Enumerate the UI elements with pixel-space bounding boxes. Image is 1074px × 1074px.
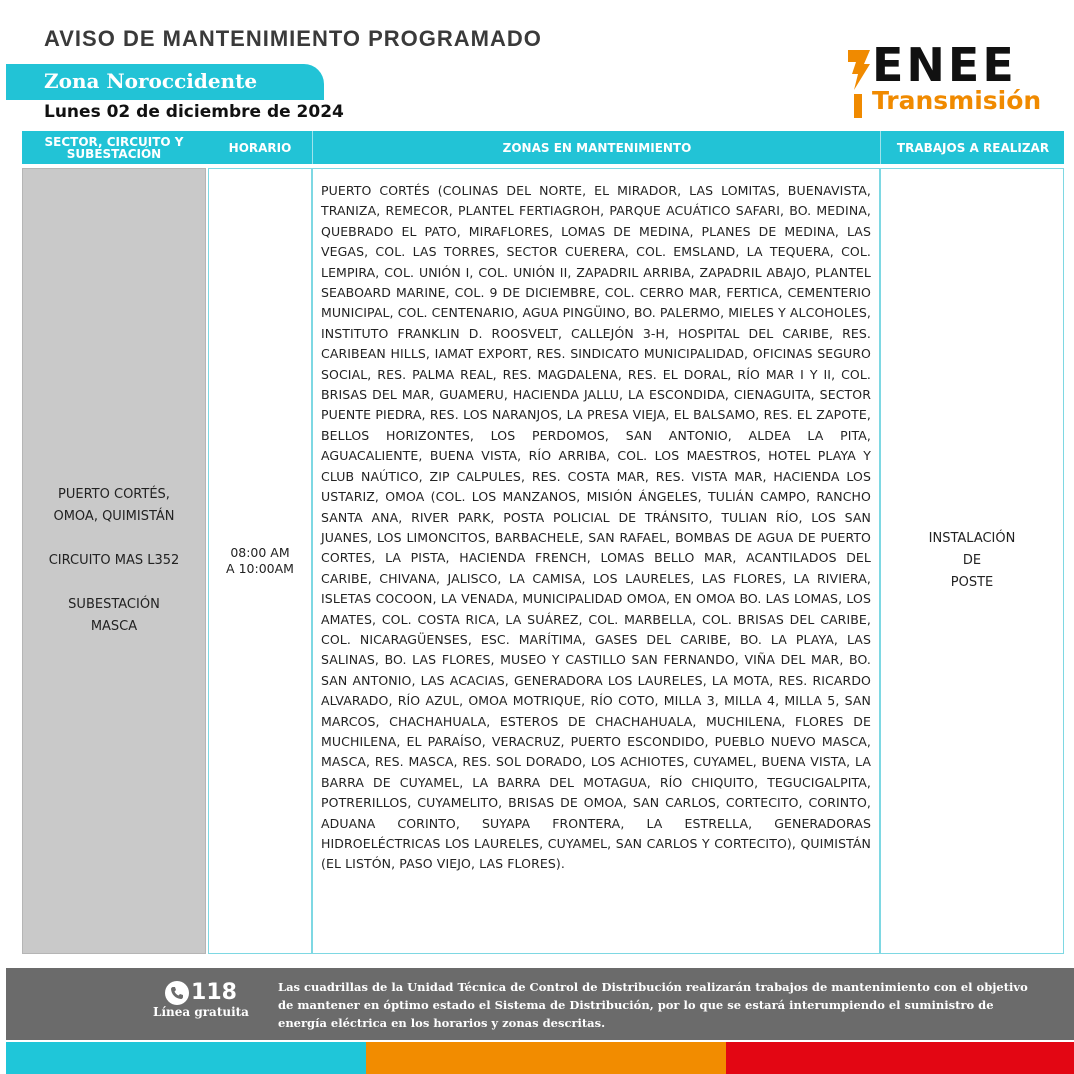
zones-list: PUERTO CORTÉS (COLINAS DEL NORTE, EL MIRADOR, LAS LOMITAS, BUENAVISTA, TRANIZA, REMECOR, PLANTEL FERTIAGROH, PARQUE ACUÁTICO SAFARI, BO. MEDINA, QUEBRADO EL PATO, MIRAFLORES, LOMAS DE MEDINA, PLANES DE MEDINA, LAS VEGAS, COL. LAS TORRES, SECTOR CUERERA, COL. EMSLAND, LA TEQUERA, COL. LEMPIRA, COL. UNIÓN I, COL. UNIÓN II, ZAPADRIL ARRIBA, ZAPADRIL ABAJO, PLANTEL SEABOARD MARINE, COL. 9 DE DICIEMBRE, COL. CERRO MAR, FERTICA, CEMENTERIO MUNICIPAL, COL. CENTENARIO, AGUA PINGÜINO, BO. PALERMO, MIELES Y ALCOHOLES, INSTITUTO FRANKLIN D. ROOSVELT, CALLEJÓN 3-H, HOSPITAL DEL CARIBE, RES. CARIBEAN HILLS, IAMAT EXPORT, RES. SINDICATO MUNICIPALIDAD, OFICINAS SEGURO SOCIAL, RES. PALMA REAL, RES. MAGDALENA, RES. EL DORAL, RÍO MAR I Y II, COL. BRISAS DEL MAR, GUAMERU, HACIENDA JALLU, LA ESCONDIDA, CIENAGUITA, SECTOR PUENTE PIEDRA, RES. LOS NARANJOS, LA PRESA VIEJA, EL BALSAMO, RES. EL ZAPOTE, BELLOS HORIZONTES, LOS PERDOMOS, SAN ANTONIO, ALDEA LA PITA, AGUACALIENTE, BUENA VISTA, RÍO ARRIBA, COL. LOS MAESTROS, HOTEL PLAYA Y CLUB NAÚTICO, ZIP CALPULES, RES. COSTA MAR, RES. VISTA MAR, HACIENDA LOS USTARIZ, OMOA (COL. LOS MANZANOS, MISIÓN ÁNGELES, TULIÁN CAMPO, RANCHO SANTA ANA, RIVER PARK, POSTA POLICIAL DE TRÁNSITO, TULIAN RÍO, LOS SAN JUANES, LOS LIMONCITOS, BARBACHELE, SAN RAFAEL, BOMBAS DE AGUA DE PUERTO CORTES, LA PISTA, HACIENDA FRENCH, LOMAS BELLO MAR, ACANTILADOS DEL CARIBE, CHIVANA, JALISCO, LA CAMISA, LOS LAURELES, LAS FLORES, LA RIVIERA, ISLETAS COCOON, LA VENADA, MUNICIPALIDAD OMOA, EN OMOA BO. LAS LOMAS, LOS AMATES, COL. COSTA RICA, LA SUÁREZ, COL. MARBELLA, COL. BRISAS DEL CARIBE, COL. NICARAGÜENSES, ESC. MARÍTIMA, GASES DEL CARIBE, BO. LA PLAYA, LAS SALINAS, BO. LAS FLORES, MUSEO Y CASTILLO SAN FERNANDO, VIÑA DEL MAR, BO. SAN ANTONIO, LAS ACACIAS, GENERADORA LOS LAURELES, LA MOTA, RES. RICARDO ALVARADO, RÍO AZUL, OMOA MOTRIQUE, RÍO COTO, MILLA 3, MILLA 4, MILLA 5, SAN MARCOS, CHACHAHUALA, ESTEROS DE CHACHAHUALA, MUCHILENA, FLORES DE MUCHILENA, EL PARAÍSO, VERACRUZ, PUERTO ESCONDIDO, PUEBLO NUEVO MASCA, MASCA, RES. MASCA, RES. SOL DORADO, LOS ACHIOTES, CUYAMEL, BUENA VISTA, LA BARRA DE CUYAMEL, LA BARRA DEL MOTAGUA, RÍO CHIQUITO, TEGUCIGALPITA, POTRERILLOS, CUYAMELITO, BRISAS DE OMOA, SAN CARLOS, CORTECITO, CORINTO, ADUANA CORINTO, SUYAPA FRONTERA, LA ESTRELLA, GENERADORAS HIDROELÉCTRICAS LOS LAURELES, CUYAMEL, SAN CARLOS Y CORTECITO), QUIMISTÁN (EL LISTÓN, PASO VIEJO, LAS FLORES). (321, 183, 871, 872)
hotline-number: 118 (191, 980, 237, 1005)
table-header (22, 131, 1064, 164)
zones-cell (312, 168, 880, 954)
header-zones: ZONAS EN MANTENIMIENTO (312, 131, 881, 164)
work-line-2: DE (962, 553, 982, 568)
header-sector: SECTOR, CIRCUITO Y SUBESTACIÓN (44, 134, 184, 161)
logo-name: ENEE (872, 38, 1017, 92)
time-start: 08:00 AM (230, 545, 290, 560)
sector-line-1: PUERTO CORTÉS, (58, 487, 170, 502)
sector-line-2: OMOA, QUIMISTÁN (53, 509, 175, 524)
schedule-cell (208, 168, 312, 954)
work-line-3: POSTE (950, 575, 994, 590)
hotline-label: Línea gratuita (153, 1005, 249, 1019)
header-work: TRABAJOS A REALIZAR (880, 131, 1065, 164)
zone-label: Zona Noroccidente (44, 69, 258, 93)
work-cell (880, 168, 1064, 954)
logo-subtitle: Transmisión (872, 86, 1042, 115)
work-line-1: INSTALACIÓN (928, 531, 1016, 546)
enee-logo (842, 38, 1052, 120)
phone-icon (165, 981, 189, 1005)
stripe-cyan (6, 1042, 366, 1074)
time-end: A 10:00AM (226, 561, 294, 576)
stripe-red (726, 1042, 1074, 1074)
circuit-label: CIRCUITO MAS L352 (48, 553, 180, 568)
footer-note: Las cuadrillas de la Unidad Técnica de Control de Distribución realizarán trabajos de mantenimiento con el objetivo de mantener en óptimo estado el Sistema de Distribución, por lo que se estará interumpiendo el suministro de energía eléctrica en los horarios y zonas descritas. (278, 980, 1028, 1030)
footer-bar (6, 968, 1074, 1040)
substation-line-1: SUBESTACIÓN (68, 597, 160, 612)
header-schedule: HORARIO (228, 140, 292, 155)
stripe-orange (366, 1042, 726, 1074)
page-title: AVISO DE MANTENIMIENTO PROGRAMADO (44, 26, 542, 51)
sector-cell (22, 168, 206, 954)
enee-bolt-logo-icon (842, 50, 872, 120)
zone-tab (6, 64, 324, 100)
substation-line-2: MASCA (90, 619, 138, 634)
maintenance-date: Lunes 02 de diciembre de 2024 (44, 102, 344, 122)
hotline (146, 980, 256, 1019)
